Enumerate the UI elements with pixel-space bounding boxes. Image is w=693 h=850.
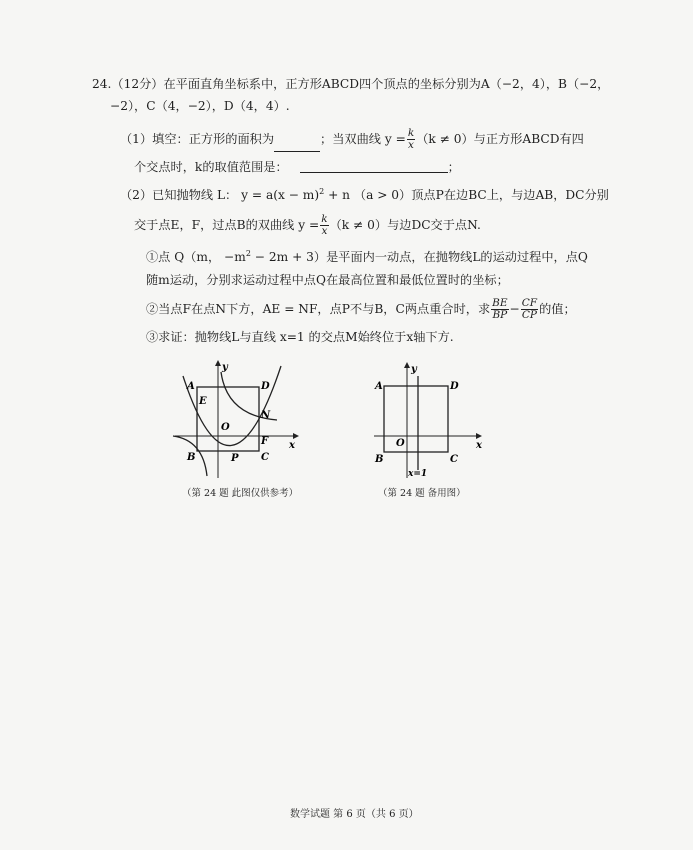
fraction-k-over-x: $\frac{k}{x}$ <box>407 126 415 151</box>
part2-text-b: + n （a > 0）顶点P在边BC上，与边AB，DC分别 <box>324 188 609 203</box>
fraction-k-over-x-2: $\frac{k}{x}$ <box>321 212 328 237</box>
sub1-square-exponent: 2 <box>245 249 251 258</box>
question-number: 24. <box>92 77 112 91</box>
fig2-label-A: A <box>375 381 383 392</box>
fig1-y-arrow-icon <box>215 360 221 366</box>
question-intro-line-2: −2），C（4，−2），D（4，4）. <box>110 99 290 113</box>
figure-2-backup <box>364 362 504 480</box>
sub1-line-1 <box>146 250 588 263</box>
figure-2-caption: （第 24 题 备用图） <box>378 488 466 499</box>
fig1-label-E: E <box>199 396 207 407</box>
part1-text-c: （k ≠ 0）与正方形ABCD有四 <box>416 132 584 146</box>
k-range-answer-blank[interactable] <box>300 160 448 173</box>
fig2-square-abcd <box>384 386 448 452</box>
fig1-label-D: D <box>261 381 270 392</box>
figure-1-reference <box>165 360 305 480</box>
sub3-line: ③求证：抛物线L与直线 x=1 的交点M始终位于x轴下方. <box>146 330 454 344</box>
sub2-line <box>146 296 576 322</box>
fig1-label-F: F <box>261 436 269 447</box>
part1-end: ； <box>447 159 460 174</box>
fig1-x-arrow-icon <box>293 433 299 439</box>
fraction-CF-over-CP: $\frac{CF}{CP}$ <box>521 296 538 321</box>
question-intro-line-1 <box>92 78 609 90</box>
fig1-label-A: A <box>187 381 195 392</box>
sub1-line-2: 随m运动，分别求运动过程中点Q在最高位置和最低位置时的坐标； <box>146 273 509 287</box>
part2-line-1 <box>120 188 609 201</box>
fig2-label-O: O <box>396 438 405 449</box>
fraction-BE-over-BP: $\frac{BE}{BP}$ <box>492 296 508 321</box>
part2-square-exponent: 2 <box>319 187 325 196</box>
part2-line2-text-a: 交于点E，F，过点B的双曲线 y = <box>134 218 320 232</box>
fig2-label-x-equals-1: x=1 <box>408 469 428 479</box>
part1-text-a: （1）填空：正方形的面积为 <box>120 132 275 146</box>
fig2-label-B: B <box>375 454 384 465</box>
figure-1-caption: （第 24 题 此图仅供参考） <box>182 488 299 499</box>
fig1-label-C: C <box>261 452 269 463</box>
sub2-text-c: 的值； <box>539 302 576 316</box>
question-score: （12分） <box>111 77 164 91</box>
sub1-text-b: − 2m + 3）是平面内一动点，在抛物线L的运动过程中，点Q <box>250 250 588 265</box>
fig2-y-arrow-icon <box>404 362 410 368</box>
fig2-x-arrow-icon <box>476 433 482 439</box>
fig1-label-P: P <box>231 453 239 464</box>
fig1-label-O: O <box>221 422 230 433</box>
sub2-minus: − <box>509 302 520 316</box>
page-footer: 数学试题 第 6 页（共 6 页） <box>290 809 419 820</box>
sub1-text-a: ①点 Q（m， −m <box>146 250 246 265</box>
fig1-label-x: x <box>289 440 295 451</box>
part1-line-2 <box>134 160 460 173</box>
part1-line2-text: 个交点时，k的取值范围是： <box>134 159 288 174</box>
part2-text-a: （2）已知抛物线 L： y = a(x − m) <box>120 188 320 203</box>
fig1-parabola <box>183 366 281 446</box>
part1-line-1 <box>120 126 584 152</box>
fig1-label-B: B <box>187 452 196 463</box>
fig2-label-y: y <box>411 364 417 375</box>
question-intro-text-1: 在平面直角坐标系中，正方形ABCD四个顶点的坐标分别为A（−2，4），B（−2， <box>163 77 610 91</box>
sub2-text-a: ②当点F在点N下方，AE = NF，点P不与B，C两点重合时，求 <box>146 302 491 316</box>
fig2-label-C: C <box>450 454 458 465</box>
fig2-label-x: x <box>476 440 482 451</box>
part2-line2-text-b: （k ≠ 0）与边DC交于点N. <box>329 218 481 232</box>
part2-line-2 <box>134 212 481 238</box>
fig1-label-y: y <box>222 362 228 373</box>
part1-text-b: ；当双曲线 y = <box>320 132 406 146</box>
fig2-label-D: D <box>450 381 459 392</box>
fig1-label-N: N <box>261 410 271 421</box>
area-answer-blank[interactable] <box>274 139 320 152</box>
